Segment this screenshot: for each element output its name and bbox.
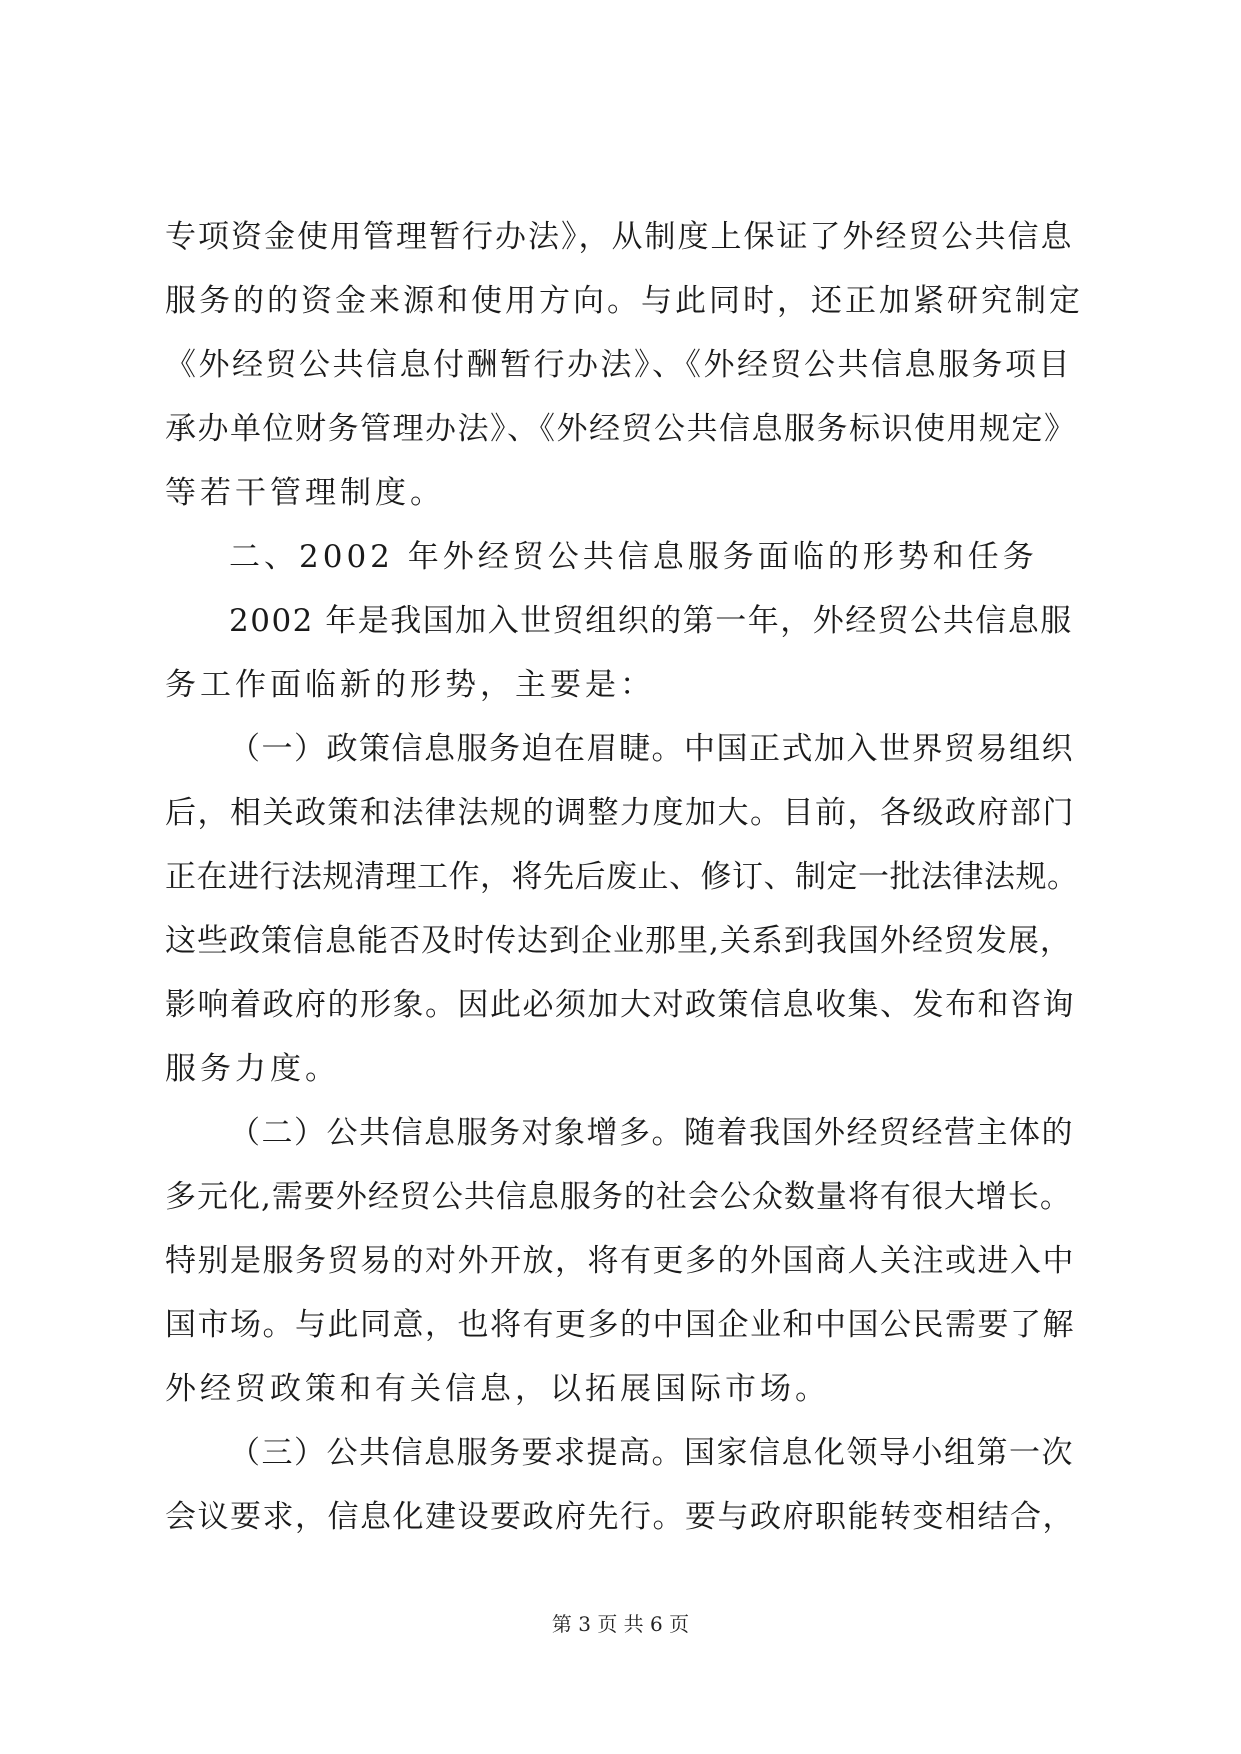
body-line: 国市场。与此同意，也将有更多的中国企业和中国公民需要了解	[165, 1307, 1075, 1343]
body-line: 服务力度。	[165, 1051, 340, 1087]
section-heading: 二、2002 年外经贸公共信息服务面临的形势和任务	[229, 539, 1038, 575]
body-line: （二）公共信息服务对象增多。随着我国外经贸经营主体的	[229, 1115, 1074, 1151]
body-line: 特别是服务贸易的对外开放，将有更多的外国商人关注或进入中	[165, 1243, 1075, 1279]
body-line: 会议要求，信息化建设要政府先行。要与政府职能转变相结合，	[165, 1499, 1075, 1535]
body-line: 正在进行法规清理工作，将先后废止、修订、制定一批法律法规。	[165, 859, 1079, 895]
body-line: 服务的的资金来源和使用方向。与此同时，还正加紧研究制定	[165, 283, 1083, 319]
body-line: 外经贸政策和有关信息，以拓展国际市场。	[165, 1371, 830, 1407]
body-line: 多元化,需要外经贸公共信息服务的社会公众数量将有很大增长。	[165, 1179, 1072, 1215]
body-line: 等若干管理制度。	[165, 475, 445, 511]
body-line: （三）公共信息服务要求提高。国家信息化领导小组第一次	[229, 1435, 1074, 1471]
body-line: 《外经贸公共信息付酬暂行办法》、《外经贸公共信息服务项目	[165, 347, 1072, 383]
body-line: 承办单位财务管理办法》、《外经贸公共信息服务标识使用规定》	[165, 411, 1077, 447]
page-footer: 第 3 页 共 6 页	[551, 1612, 690, 1636]
body-line: 2002 年是我国加入世贸组织的第一年，外经贸公共信息服	[229, 603, 1073, 639]
body-line: 后，相关政策和法律法规的调整力度加大。目前，各级政府部门	[165, 795, 1075, 831]
body-line: 专项资金使用管理暂行办法》，从制度上保证了外经贸公共信息	[165, 219, 1074, 255]
body-line: 务工作面临新的形势，主要是：	[165, 667, 655, 703]
body-line: 影响着政府的形象。因此必须加大对政策信息收集、发布和咨询	[165, 987, 1075, 1023]
body-line: （一）政策信息服务迫在眉睫。中国正式加入世界贸易组织	[229, 731, 1074, 767]
body-line: 这些政策信息能否及时传达到企业那里,关系到我国外经贸发展，	[165, 923, 1072, 959]
